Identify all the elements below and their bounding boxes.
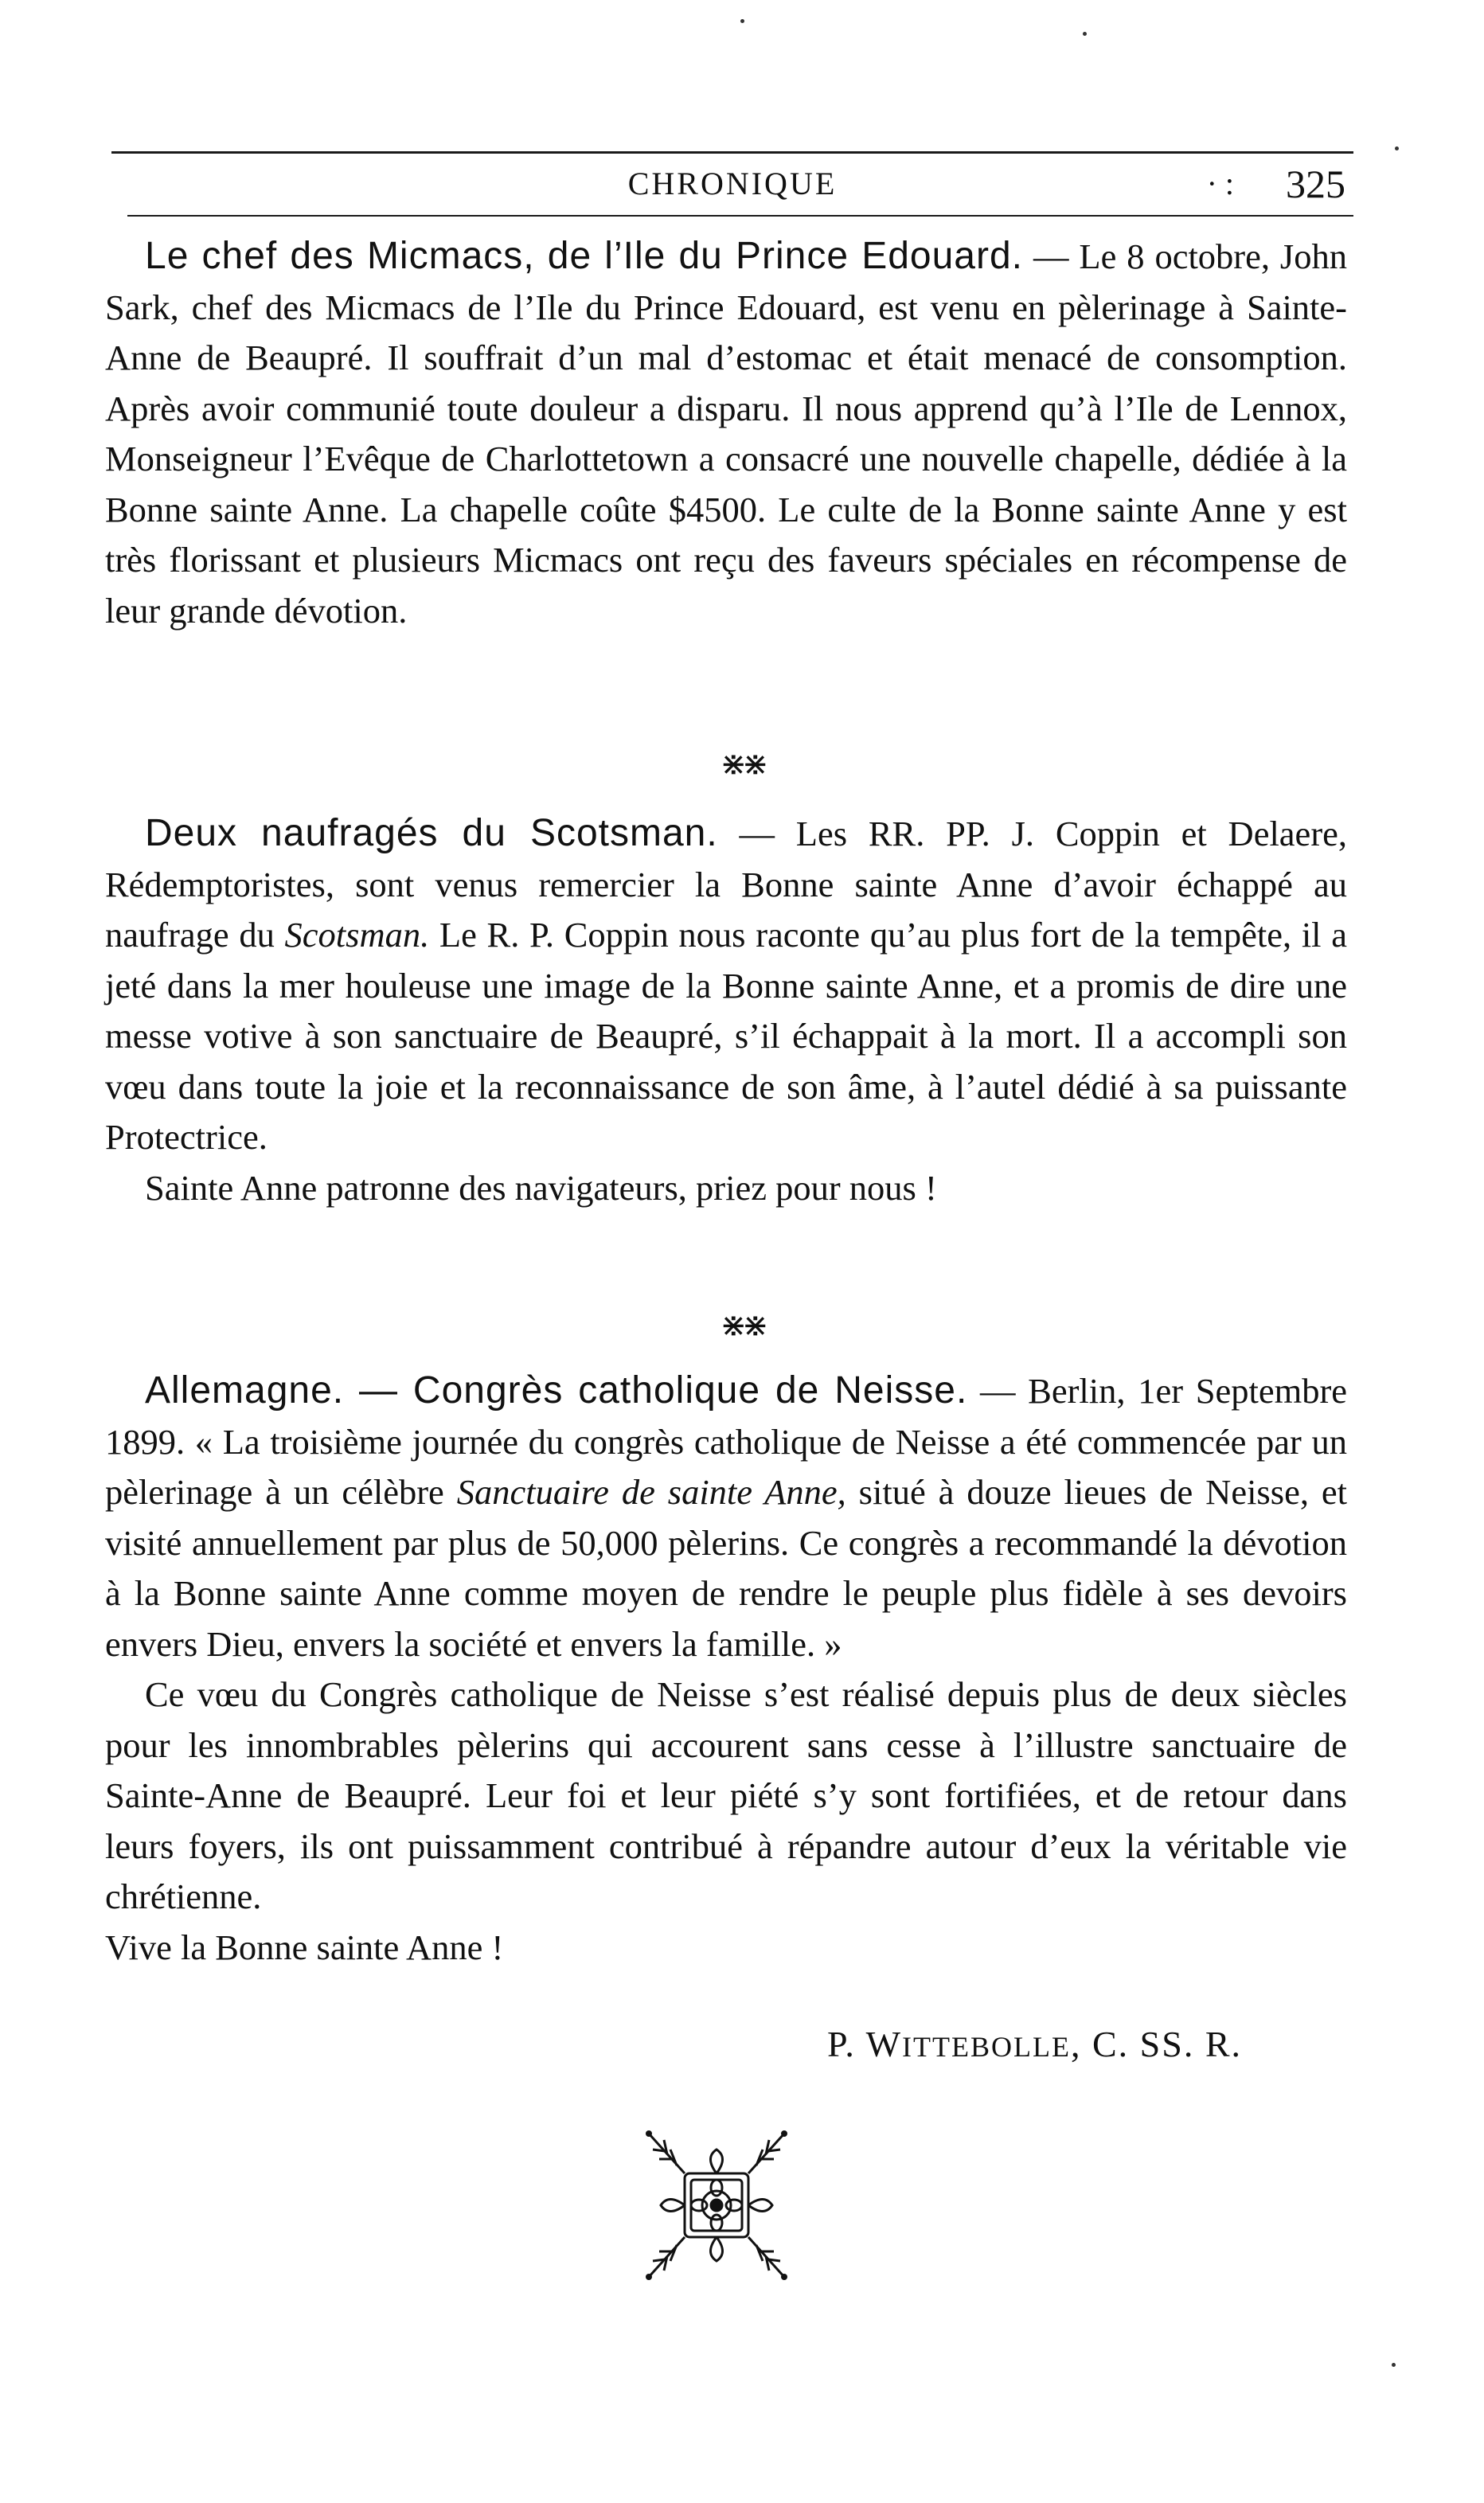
signature-initial: P. W <box>826 2024 903 2064</box>
running-head <box>119 156 1345 212</box>
print-speck <box>1083 32 1087 36</box>
section-separator-2: ⋇⋇ <box>720 1307 764 1343</box>
article-scotsman-body-end: Le R. P. Coppin nous raconte qu’au plus fort de la tempête, il a jeté dans la mer houleuse une image de la Bonne sainte Anne, et a promis de dire une messe votive à son sanctuaire de Beaupré, s’il échappait à la mort. Il a accompli son vœu dans toute la joie et la reconnaissance de son âme, à l’autel dédié à sa puissante Protectrice. <box>105 915 1347 1157</box>
article-neisse-body-end: situé à douze lieues de Neisse, et visité annuellement par plus de 50,000 pèlerins. Ce congrès a recommandé la dévotion à la Bonne sainte Anne comme moyen de rendre le peuple plus fidèle à ses devoirs envers Dieu, envers la société et envers la famille. » <box>105 1472 1347 1664</box>
article-neisse-paragraph <box>105 1365 1347 1669</box>
ship-name-italic: Scotsman. <box>284 915 430 955</box>
print-speck <box>740 19 744 23</box>
article-micmacs-heading: Le chef des Micmacs, de l’Ile du Prince Edouard. <box>145 235 1024 277</box>
section-separator-1: ⋇⋇ <box>720 746 764 782</box>
article-neisse <box>105 1365 1347 1973</box>
header-bottom-rule <box>127 215 1353 217</box>
print-speck <box>1395 146 1399 150</box>
author-signature <box>717 2021 1242 2071</box>
running-head-dots: · : <box>1206 166 1234 201</box>
article-scotsman-body-start: — Les RR. PP. J. Coppin et Delaere, Rédemptoristes, sont venus remercier la Bonne sainte Anne d’avoir échappé au naufrage du <box>105 814 1348 955</box>
floral-tailpiece-ornament-icon <box>629 2118 804 2293</box>
article-neisse-comment: Ce vœu du Congrès catholique de Neisse s’est réalisé depuis plus de deux siècles pour les innombrables pèlerins qui accourent sans cesse à l’illustre sanctuaire de Sainte-Anne de Beaupré. Leur foi et leur piété s’y sont fortifiées, et de retour dans leurs foyers, ils ont puissamment contribué à répandre autour d’eux la véritable vie chrétienne. <box>105 1674 1347 1916</box>
article-scotsman-prayer: Sainte Anne patronne des navigateurs, priez pour nous ! <box>145 1167 937 1208</box>
article-scotsman-paragraph <box>105 808 1347 1163</box>
article-scotsman-heading: Deux naufragés du Scotsman. <box>145 812 718 854</box>
article-scotsman <box>105 808 1347 1213</box>
running-head-title: CHRONIQUE <box>627 166 838 201</box>
signature-suffix: , C. SS. R. <box>1070 2024 1242 2064</box>
article-micmacs <box>105 231 1347 636</box>
article-micmacs-paragraph <box>105 231 1347 636</box>
header-top-rule <box>111 151 1353 154</box>
article-neisse-closing: Vive la Bonne sainte Anne ! <box>105 1927 504 1967</box>
article-neisse-body-start: — Berlin, 1er Septembre 1899. « La troisième journée du congrès catholique de Neisse a été commencée par un pèlerinage à un célèbre <box>105 1371 1348 1512</box>
article-micmacs-body: — Le 8 octobre, John Sark, chef des Micmacs de l’Ile du Prince Edouard, est venu en pèlerinage à Sainte-Anne de Beaupré. Il souffrait d’un mal d’estomac et était menacé de consomption. Après avoir communié toute douleur a disparu. Il nous apprend qu’à l’Ile de Lennox, Monseigneur l’Evêque de Charlottetown a consacré une nouvelle chapelle, dédiée à la Bonne sainte Anne. La chapelle coûte $4500. Le culte de la Bonne sainte Anne y est très florissant et plusieurs Micmacs ont reçu des faveurs spéciales en récompense de leur grande dévotion. <box>105 236 1348 631</box>
signature-surname: ITTEBOLLE <box>902 2031 1071 2063</box>
article-neisse-heading: Allemagne. — Congrès catholique de Neisse. <box>145 1369 968 1412</box>
sanctuary-name-italic: Sanctuaire de sainte Anne, <box>456 1472 846 1512</box>
page-number: 325 <box>1286 162 1345 206</box>
print-speck <box>1392 2363 1396 2367</box>
